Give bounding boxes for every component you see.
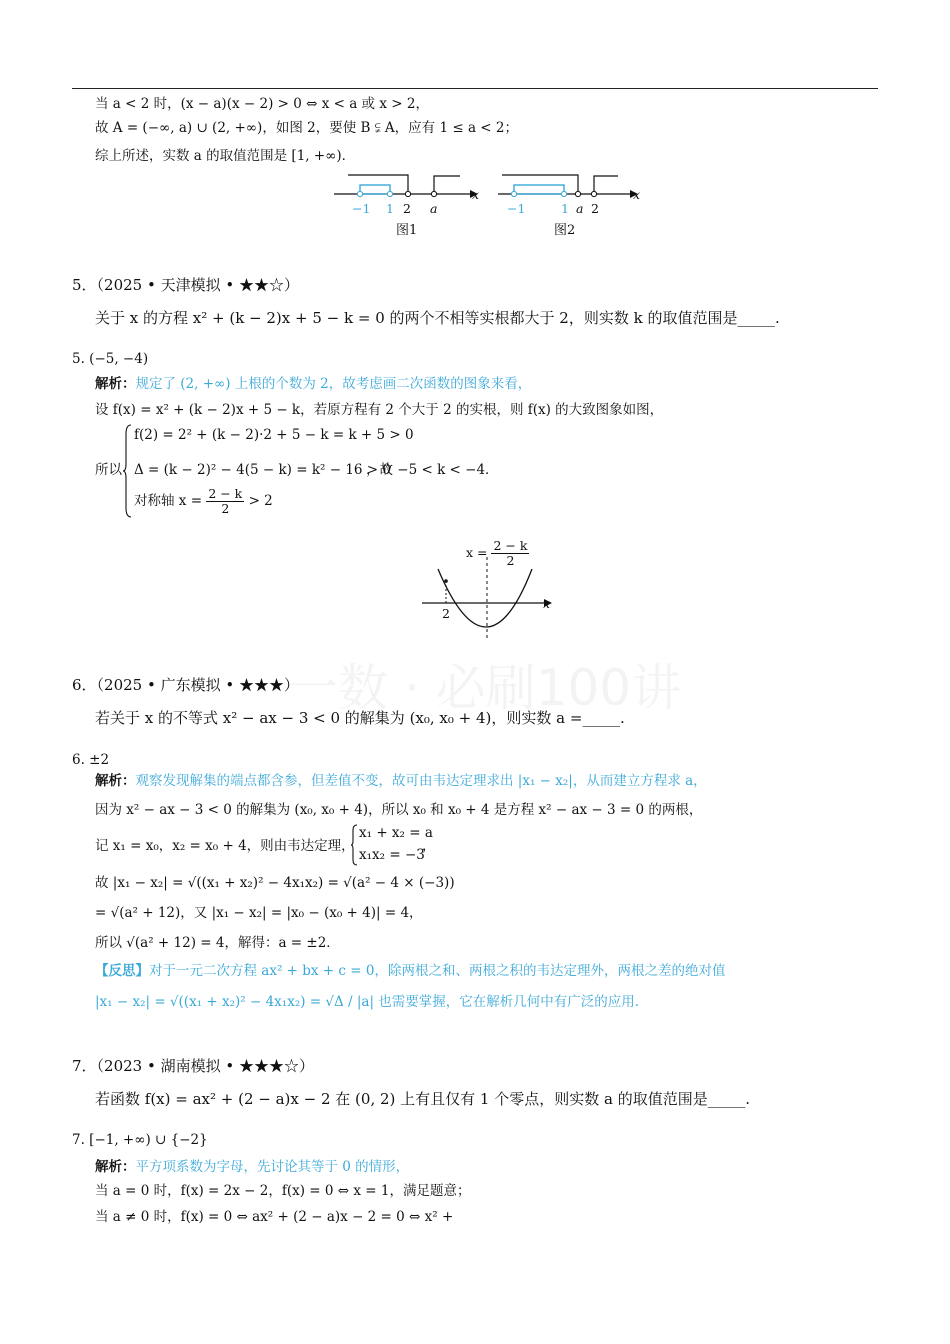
q6-line-2-end: ， — [422, 838, 436, 854]
fig1-tick-1: 1 — [386, 201, 394, 216]
q5-system-line-2: Δ = (k − 2)² − 4(5 − k) = k² − 16 > 0 — [134, 462, 391, 478]
q7-hint: 平方项系数为字母，先讨论其等于 0 的情形， — [135, 1159, 410, 1175]
q5-axis-denominator: 2 — [221, 501, 230, 516]
q5-graph-axis-label: x = — [466, 545, 492, 560]
prev-line-1: 当 a < 2 时，(x − a)(x − 2) > 0 ⇔ x < a 或 x > 2， — [95, 96, 429, 112]
fig1-caption: 图1 — [396, 223, 418, 238]
fig1-axis-label: x — [472, 187, 480, 202]
q6-stem: 若关于 x 的不等式 x² − ax − 3 < 0 的解集为 (x₀, x₀ + 4)，则实数 a =_____. — [95, 709, 625, 727]
q6-header: 6．（2025 • 广东模拟 • ★★★） — [72, 676, 299, 694]
q6-line-4: = √(a² + 12)，又 |x₁ − x₂| = |x₀ − (x₀ + 4)| = 4， — [95, 905, 423, 921]
q6-line-2: 记 x₁ = x₀，x₂ = x₀ + 4，则由韦达定理， — [95, 838, 355, 854]
fig2-tick-2: 2 — [591, 201, 599, 216]
fig1-tick-a: a — [430, 201, 438, 216]
q6-line-1: 因为 x² − ax − 3 < 0 的解集为 (x₀, x₀ + 4)，所以 x₀ 和 x₀ + 4 是方程 x² − ax − 3 = 0 的两根， — [95, 802, 703, 818]
fig1-tick-2: 2 — [403, 201, 411, 216]
q5-axis-numerator: 2 − k — [208, 486, 243, 501]
q6-answer: 6. ±2 — [72, 752, 110, 768]
q5-system-result: ，故 −5 < k < −4． — [366, 462, 499, 478]
q6-reflect-line-1: 对于一元二次方程 ax² + bx + c = 0，除两根之和、两根之积的韦达定理外，两根之差的绝对值 — [149, 963, 726, 979]
q5-graph-tick-2: 2 — [442, 606, 450, 621]
q7-line-2: 当 a ≠ 0 时，f(x) = 0 ⇔ ax² + (2 − a)x − 2 = 0 ⇔ x² + — [95, 1209, 454, 1225]
q6-system-line-1: x₁ + x₂ = a — [359, 825, 433, 841]
q6-line-3: 故 |x₁ − x₂| = √((x₁ + x₂)² − 4x₁x₂) = √(a² − 4 × (−3)) — [95, 875, 455, 891]
q5-system-brace — [122, 424, 132, 518]
q5-answer: 5. (−5, −4) — [72, 351, 149, 367]
q7-stem: 若函数 f(x) = ax² + (2 − a)x − 2 在 (0, 2) 上有且仅有 1 个零点，则实数 a 的取值范围是_____. — [95, 1090, 750, 1108]
q5-system-line-1: f(2) = 2² + (k − 2)·2 + 5 − k = k + 5 > 0 — [134, 427, 414, 443]
fig2-tick-minus1: −1 — [507, 201, 526, 216]
q5-solution-label: 解析： — [95, 376, 136, 392]
q6-hint: 观察发现解集的端点都含参，但差值不变，故可由韦达定理求出 |x₁ − x₂|，从而建立方程求 a， — [135, 773, 707, 789]
fig2-caption: 图2 — [554, 223, 576, 238]
q6-system-brace — [350, 824, 358, 866]
q7-solution-label: 解析： — [95, 1159, 136, 1175]
q6-reflect-label: 【反思】 — [95, 963, 149, 979]
q7-line-1: 当 a = 0 时，f(x) = 2x − 2，f(x) = 0 ⇔ x = 1，满足题意； — [95, 1183, 471, 1199]
q5-system-line-3-prefix: 对称轴 x = — [134, 493, 203, 509]
prev-line-2: 故 A = (−∞, a) ∪ (2, +∞)，如图 2，要使 B ⫋ A，应有 1 ≤ a < 2； — [95, 120, 518, 136]
q6-solution-label: 解析： — [95, 773, 136, 789]
q6-line-5: 所以 √(a² + 12) = 4，解得：a = ±2． — [95, 935, 340, 951]
q5-stem: 关于 x 的方程 x² + (k − 2)x + 5 − k = 0 的两个不相等实根都大于 2，则实数 k 的取值范围是_____. — [95, 309, 780, 327]
q5-hint: 规定了 (2, +∞) 上根的个数为 2，故考虑画二次函数的图象来看， — [135, 376, 532, 392]
fig2-tick-a: a — [576, 201, 584, 216]
fig2-axis-label: x — [633, 187, 641, 202]
q5-system-prefix: 所以 — [95, 462, 122, 478]
fig2-tick-1: 1 — [561, 201, 569, 216]
fig1-tick-minus1: −1 — [352, 201, 371, 216]
q7-header: 7．（2023 • 湖南模拟 • ★★★☆） — [72, 1057, 314, 1075]
q7-answer: 7. [−1, +∞) ∪ {−2} — [72, 1132, 208, 1148]
q6-system-line-2: x₁x₂ = −3 — [359, 847, 425, 863]
q5-line-1: 设 f(x) = x² + (k − 2)x + 5 − k，若原方程有 2 个大于 2 的实根，则 f(x) 的大致图象如图， — [95, 402, 664, 418]
q6-reflect-line-2: |x₁ − x₂| = √((x₁ + x₂)² − 4x₁x₂) = √Δ / |a| 也需要掌握，它在解析几何中有广泛的应用. — [95, 994, 640, 1010]
top-rule — [72, 88, 878, 89]
q5-graph-axis-numerator: 2 − k — [493, 538, 528, 553]
q5-system-line-3-suffix: > 2 — [248, 493, 273, 509]
prev-line-3: 综上所述，实数 a 的取值范围是 [1, +∞)． — [95, 148, 356, 164]
q5-header: 5．（2025 • 天津模拟 • ★★☆） — [72, 276, 299, 294]
q5-graph-axis-denominator: 2 — [506, 553, 515, 568]
q5-graph-x-label: x — [543, 596, 551, 611]
